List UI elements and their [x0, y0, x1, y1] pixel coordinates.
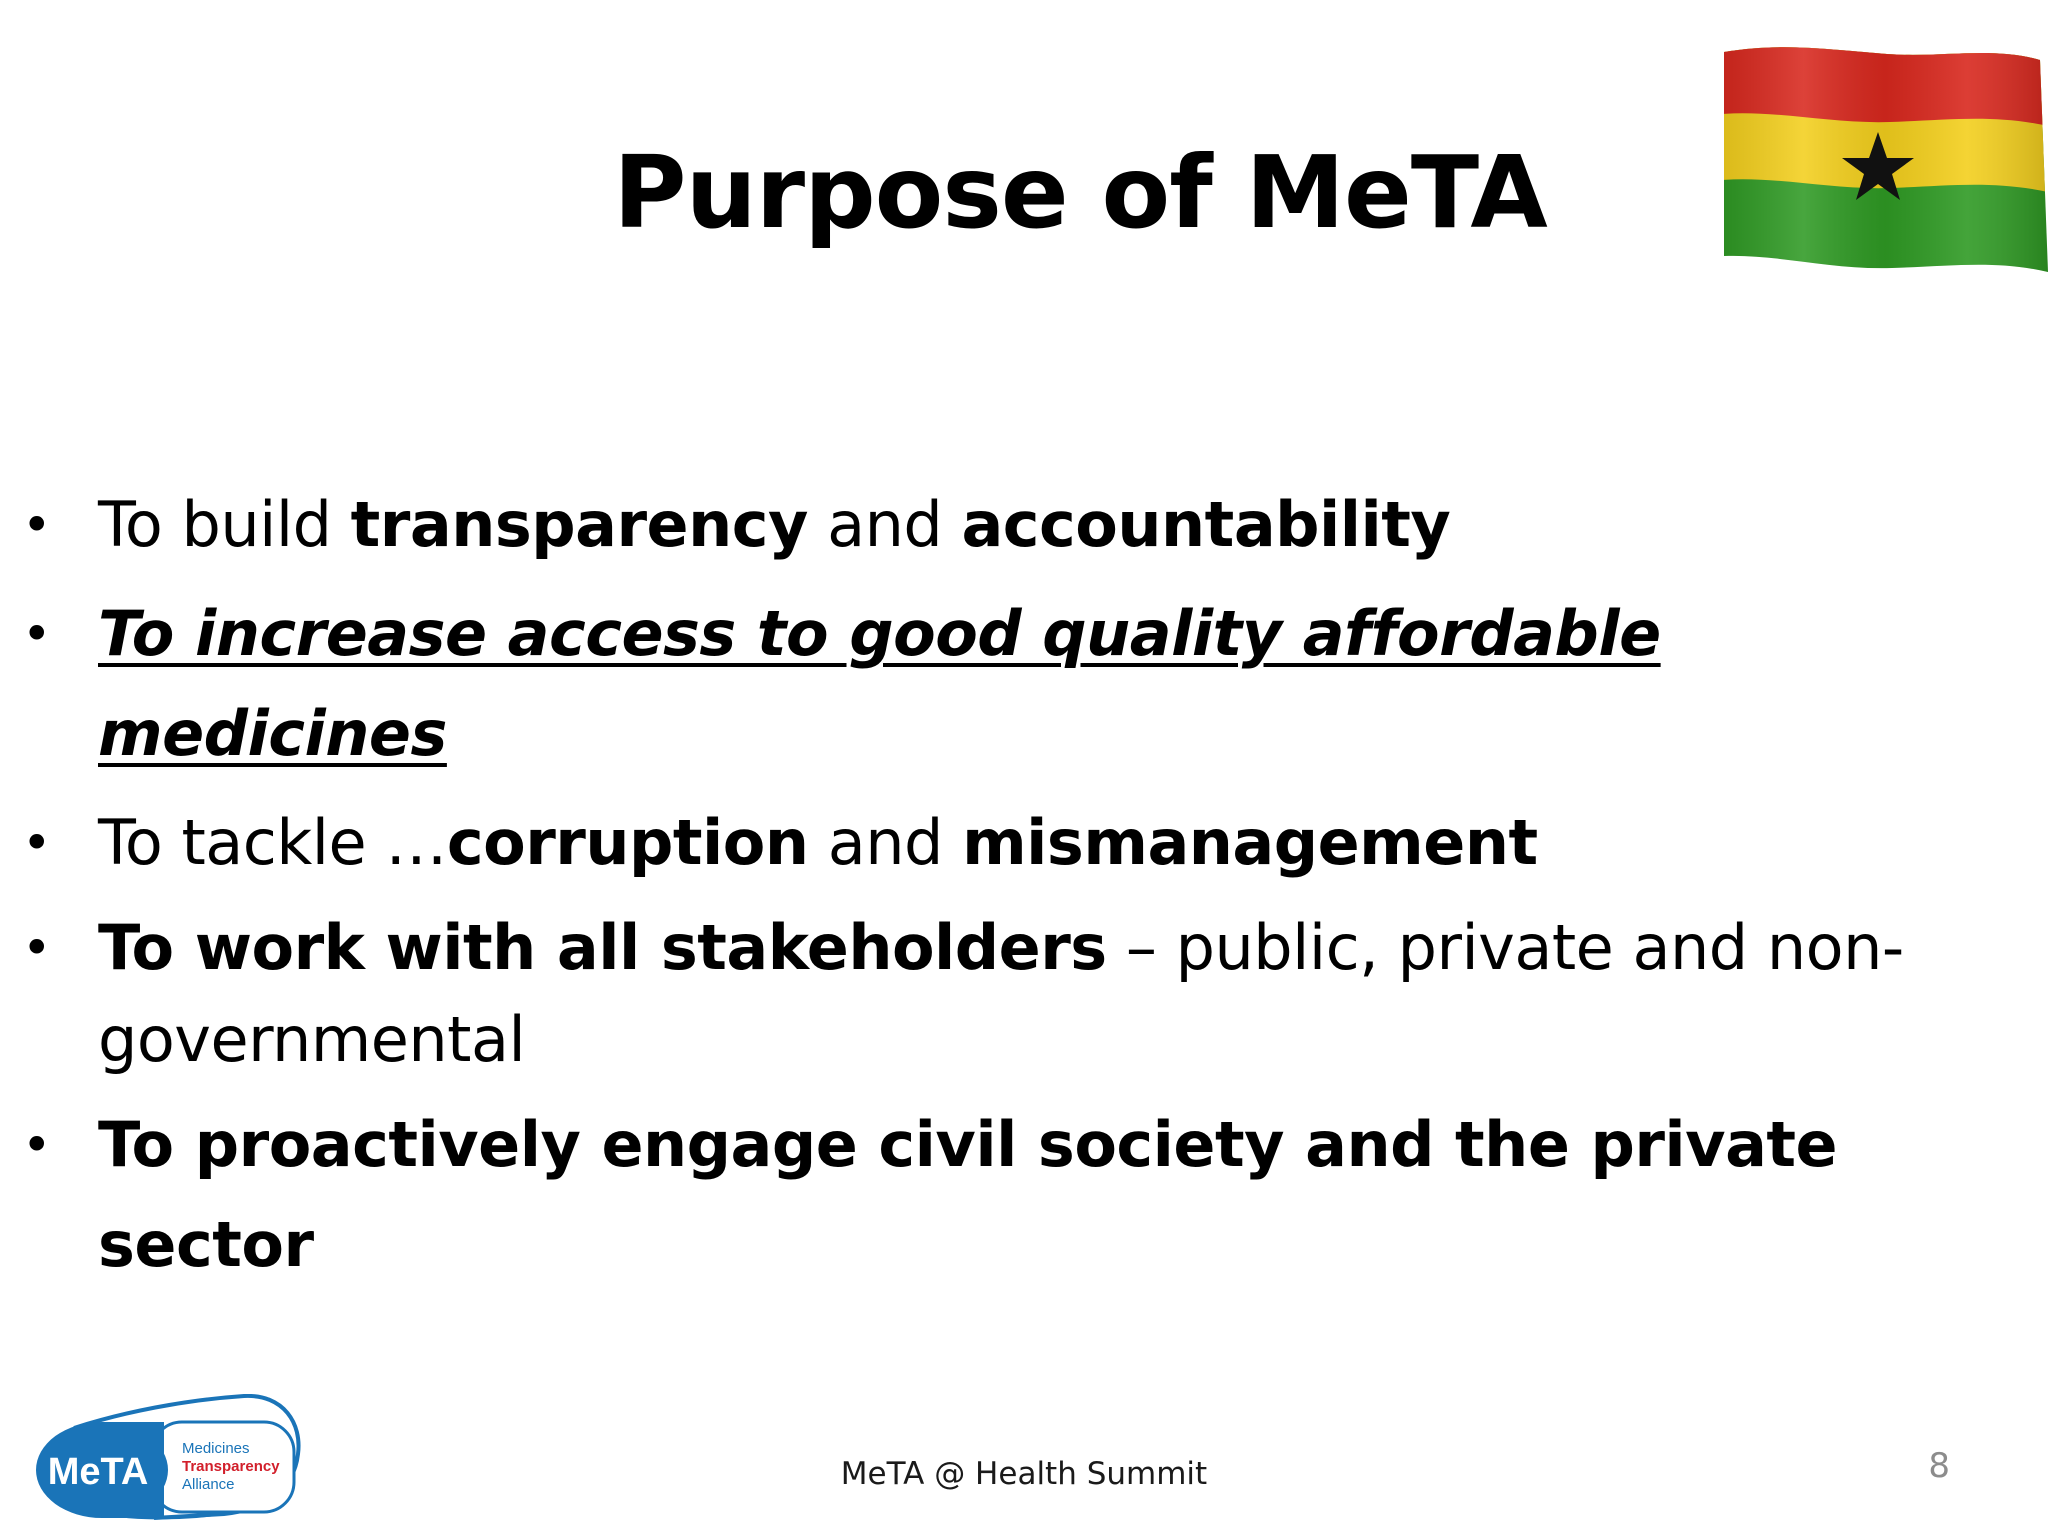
bullet-emphasis-text: To increase access to good quality affordable medicines [98, 597, 1661, 770]
bullet-text: and [808, 806, 963, 879]
bullet-text: To tackle … [98, 806, 447, 879]
bullet-item-transparency [0, 475, 1960, 575]
bullet-dot: • [22, 814, 51, 872]
bullet-dot: • [22, 919, 51, 977]
ghana-flag-icon [1722, 40, 2048, 276]
bullet-bold-term: corruption [446, 806, 809, 879]
bullet-text: and [807, 488, 962, 561]
logo-line-medicines: Medicines [182, 1440, 250, 1457]
bullet-item-access [0, 584, 1960, 784]
page-number: 8 [1928, 1446, 1950, 1486]
bullet-bold-term: accountability [961, 488, 1451, 561]
logo-line-alliance: Alliance [182, 1476, 235, 1493]
logo-wordmark: MeTA [47, 1451, 149, 1493]
bullet-dot: • [22, 496, 51, 554]
logo-line-transparency: Transparency [182, 1458, 280, 1475]
bullet-item-civil-society [0, 1095, 1960, 1295]
bullet-item-corruption [0, 793, 1960, 893]
bullet-text: To build [98, 488, 351, 561]
slide-title: Purpose of MeTA [613, 134, 1547, 251]
bullet-text: – public, private and non-governmental [98, 911, 1904, 1076]
bullet-item-stakeholders [0, 902, 1960, 1086]
bullet-dot: • [22, 1116, 51, 1174]
bullet-list [0, 475, 1960, 1304]
bullet-dot: • [22, 605, 51, 663]
slide-footer: MeTA @ Health Summit [840, 1456, 1208, 1492]
bullet-bold-text: To proactively engage civil society and the private sector [98, 1108, 1838, 1281]
bullet-bold-term: To work with all stakeholders [98, 911, 1107, 984]
bullet-bold-term: mismanagement [962, 806, 1538, 879]
bullet-bold-term: transparency [350, 488, 808, 561]
